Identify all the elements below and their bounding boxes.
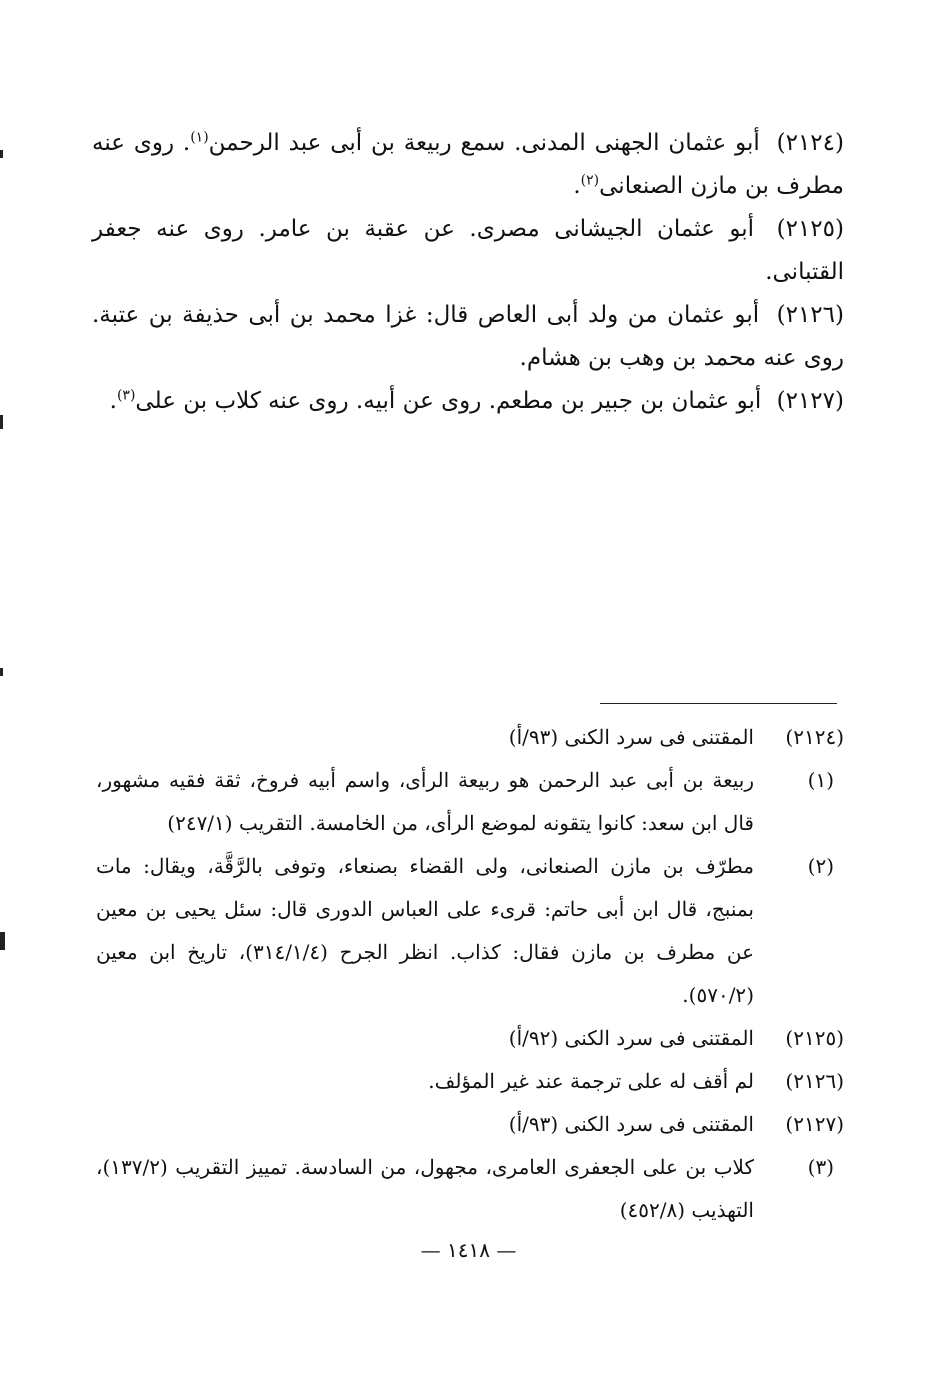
footnote-item <box>96 759 844 845</box>
footnote-text: المقتنى فى سرد الكنى (٩٣/أ) <box>508 725 754 749</box>
footnote-label: (٢١٢٧) <box>785 1112 844 1136</box>
footnote-text: المقتنى فى سرد الكنى (٩٣/أ) <box>508 1112 754 1136</box>
entry-2127 <box>92 380 844 423</box>
entry-text: أبو عثمان الجيشانى مصرى. عن عقبة بن عامر. روى عنه جعفر القتبانى. <box>92 216 844 285</box>
footnote-item <box>96 1017 844 1060</box>
footnote-separator <box>600 703 837 704</box>
footnote-item <box>96 1103 844 1146</box>
entry-number: (٢١٢٥) <box>776 216 844 242</box>
entry-2125 <box>92 208 844 294</box>
footnote-ref[interactable]: (١) <box>190 129 209 146</box>
footnote-text: مطرّف بن مازن الصنعانى، ولى القضاء بصنعاء، وتوفى بالرَّقَّة، ويقال: مات بمنبج، قال ابن أبى حاتم: قرىء على العباس الدورى قال: سئل يحيى بن معين عن مطرف بن مازن فقال: كذاب. انظر الجرح (٣١٤/١/٤)، تاريخ ابن معين (٥٧٠/٢). <box>96 854 754 1007</box>
footnotes <box>96 716 844 1232</box>
entry-text: . <box>573 173 581 199</box>
footnote-item <box>96 1060 844 1103</box>
footnote-text: ربيعة بن أبى عبد الرحمن هو ربيعة الرأى، واسم أبيه فروخ، ثقة فقيه مشهور، قال ابن سعد: كانوا يتقونه لموضع الرأى، من الخامسة. التقريب (٢٤٧/١) <box>96 768 754 835</box>
scan-edge-mark <box>0 150 3 158</box>
entry-text: . <box>109 388 117 414</box>
footnote-item <box>96 845 844 1017</box>
footnote-text: المقتنى فى سرد الكنى (٩٢/أ) <box>508 1026 754 1050</box>
entry-number: (٢١٢٦) <box>776 302 844 328</box>
entry-text: أبو عثمان الجهنى المدنى. سمع ربيعة بن أبى عبد الرحمن <box>208 130 760 156</box>
entry-text: أبو عثمان من ولد أبى العاص قال: غزا محمد بن أبى حذيفة بن عتبة. روى عنه محمد بن وهب بن هشام. <box>92 302 844 371</box>
footnote-label: (٢١٢٥) <box>785 1026 844 1050</box>
scan-edge-mark <box>0 932 5 950</box>
footnote-text: كلاب بن على الجعفرى العامرى، مجهول، من السادسة. تمييز التقريب (١٣٧/٢)، التهذيب (٤٥٢/٨) <box>96 1155 754 1222</box>
footnote-label: (٢١٢٦) <box>785 1069 844 1093</box>
footnote-item <box>96 716 844 759</box>
entry-number: (٢١٢٧) <box>776 388 844 414</box>
footnote-label: (١) <box>807 768 834 792</box>
footnote-label: (٣) <box>807 1155 834 1179</box>
footnote-label: (٢) <box>807 854 834 878</box>
entry-2124 <box>92 122 844 208</box>
entry-2126 <box>92 294 844 380</box>
footnote-ref[interactable]: (٣) <box>116 387 136 404</box>
footnote-label: (٢١٢٤) <box>785 725 844 749</box>
entry-text: أبو عثمان بن جبير بن مطعم. روى عن أبيه. روى عنه كلاب بن على <box>135 388 762 414</box>
scan-edge-mark <box>0 415 3 429</box>
scan-edge-mark <box>0 668 3 676</box>
entry-number: (٢١٢٤) <box>776 130 844 156</box>
entry-text: . روى عنه مطرف بن مازن الصنعانى <box>92 130 844 199</box>
footnote-text: لم أقف له على ترجمة عند غير المؤلف. <box>428 1069 754 1093</box>
footnote-item <box>96 1146 844 1232</box>
footnote-ref[interactable]: (٢) <box>580 172 600 189</box>
page-number: — ١٤١٨ — <box>420 1238 517 1262</box>
main-text <box>92 122 844 423</box>
